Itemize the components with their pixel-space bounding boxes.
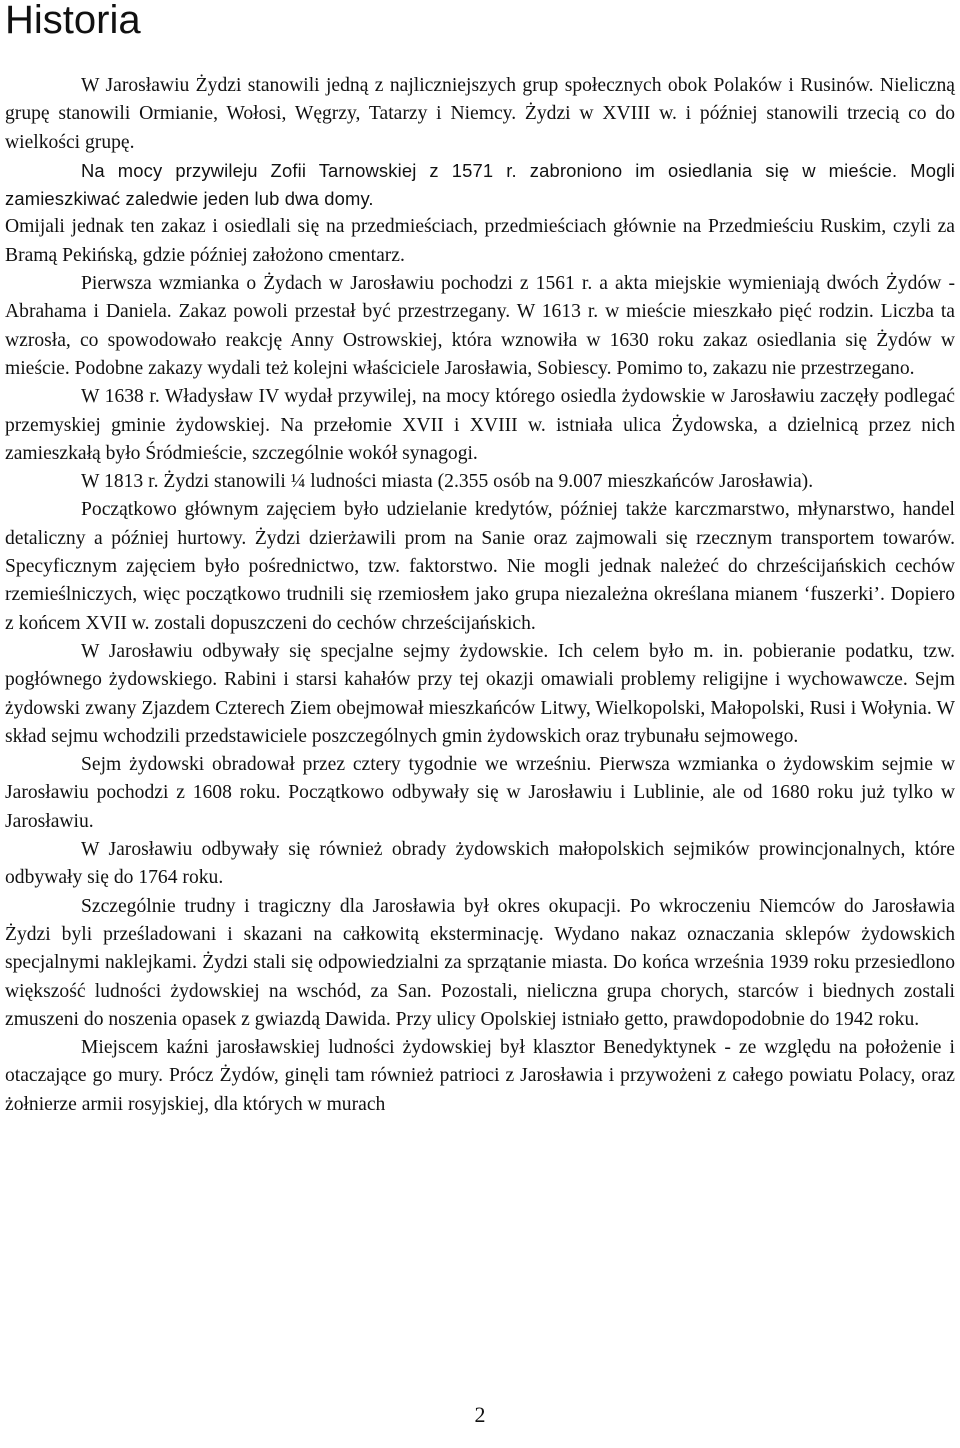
paragraph: W Jarosławiu Żydzi stanowili jedną z najliczniejszych grup społecznych obok Polaków i Rusinów. Nieliczną grupę stanowili Ormianie, Wołosi, Węgrzy, Tatarzy i Niemcy. Żydzi w XVIII w. i później stanowili trzecią co do wielkości grupę. bbox=[5, 75, 955, 153]
paragraph: Początkowo głównym zajęciem było udzielanie kredytów, później także karczmarstwo, młynarstwo, handel detaliczny a później hurtowy. Żydzi dzierżawili prom na Sanie oraz zajmowali się rzecznym transportem towarów. Specyficznym zajęciem było pośrednictwo, tzw. faktorstwo. Nie mogli jednak należeć do chrześcijańskich cechów rzemieślniczych, więc początkowo trudnili się rzemiosłem jako grupa niezależna określana mianem ‘fuszerki’. Dopiero z końcem XVII w. zostali dopuszczeni do cechów chrześcijańskich. bbox=[5, 499, 955, 634]
paragraph: W 1638 r. Władysław IV wydał przywilej, na mocy którego osiedla żydowskie w Jarosławiu zaczęły podlegać przemyskiej gminie żydowskiej. Na przełomie XVII i XVIII w. istniała ulica Żydowska, a dzielnicą przez nich zamieszkałą było Śródmieście, szczególnie wokół synagogi. bbox=[5, 386, 955, 464]
paragraph: Miejscem kaźni jarosławskiej ludności żydowskiej był klasztor Benedyktynek - ze względu na położenie i otaczające go mury. Prócz Żydów, ginęli tam również patrioci z Jarosławia i przywożeni z całego powiatu Polacy, oraz żołnierze armii rosyjskiej, dla których w murach bbox=[5, 1037, 955, 1115]
paragraph: Sejm żydowski obradował przez cztery tygodnie we wrześniu. Pierwsza wzmianka o żydowskim sejmie w Jarosławiu pochodzi z 1608 roku. Początkowo odbywały się w Jarosławiu i Lublinie, ale od 1680 roku już tylko w Jarosławiu. bbox=[5, 754, 955, 832]
paragraph: Omijali jednak ten zakaz i osiedlali się na przedmieściach, przedmieściach głównie na Przedmieściu Ruskim, czyli za Bramą Pekińską, gdzie później założono cmentarz. bbox=[5, 216, 955, 266]
document-body bbox=[5, 72, 955, 1119]
page-title: Historia bbox=[5, 0, 141, 42]
paragraph: W Jarosławiu odbywały się również obrady żydowskich małopolskich sejmików prowincjonalnych, które odbywały się do 1764 roku. bbox=[5, 839, 955, 889]
paragraph: Pierwsza wzmianka o Żydach w Jarosławiu pochodzi z 1561 r. a akta miejskie wymieniają dwóch Żydów - Abrahama i Daniela. Zakaz powoli przestał być przestrzegany. W 1613 r. w mieście mieszkało pięć rodzin. Liczba ta wzrosła, co spowodowało reakcję Anny Ostrowskiej, która wznowiła w 1630 roku zakaz osiedlania się Żydów w mieście. Podobne zakazy wydali też kolejni właściciele Jarosławia, Sobiescy. Pomimo to, zakazu nie przestrzegano. bbox=[5, 273, 955, 379]
paragraph: Na mocy przywileju Zofii Tarnowskiej z 1571 r. zabroniono im osiedlania się w mieście. Mogli zamieszkiwać zaledwie jeden lub dwa domy. bbox=[5, 159, 955, 210]
paragraph: Szczególnie trudny i tragiczny dla Jarosławia był okres okupacji. Po wkroczeniu Niemców do Jarosławia Żydzi byli prześladowani i skazani na całkowitą eksterminację. Wydano nakaz oznaczania sklepów żydowskich specjalnymi naklejkami. Żydzi stali się odpowiedzialni za sprzątanie miasta. Do końca września 1939 roku przesiedlono większość ludności żydowskiej na wschód, za San. Pozostali, nieliczna grupa chorych, starców i biednych zostali zmuszeni do noszenia opasek z gwiazdą Dawida. Przy ulicy Opolskiej istniało getto, prawdopodobnie do 1942 roku. bbox=[5, 895, 955, 1030]
paragraph: W Jarosławiu odbywały się specjalne sejmy żydowskie. Ich celem było m. in. pobieranie podatku, tzw. pogłównego żydowskiego. Rabini i starsi kahałów przy tej okazji omawiali problemy religijne i wychowawcze. Sejm żydowski zwany Zjazdem Czterech Ziem obejmował mieszkańców Litwy, Wielkopolski, Małopolski, Rusi i Wołynia. W skład sejmu wchodzili przedstawiciele poszczególnych gmin żydowskich oraz trybunału sejmowego. bbox=[5, 640, 955, 747]
paragraph: W 1813 r. Żydzi stanowili ¼ ludności miasta (2.355 osób na 9.007 mieszkańców Jarosławia). bbox=[81, 471, 814, 493]
page-number: 2 bbox=[474, 1402, 486, 1427]
